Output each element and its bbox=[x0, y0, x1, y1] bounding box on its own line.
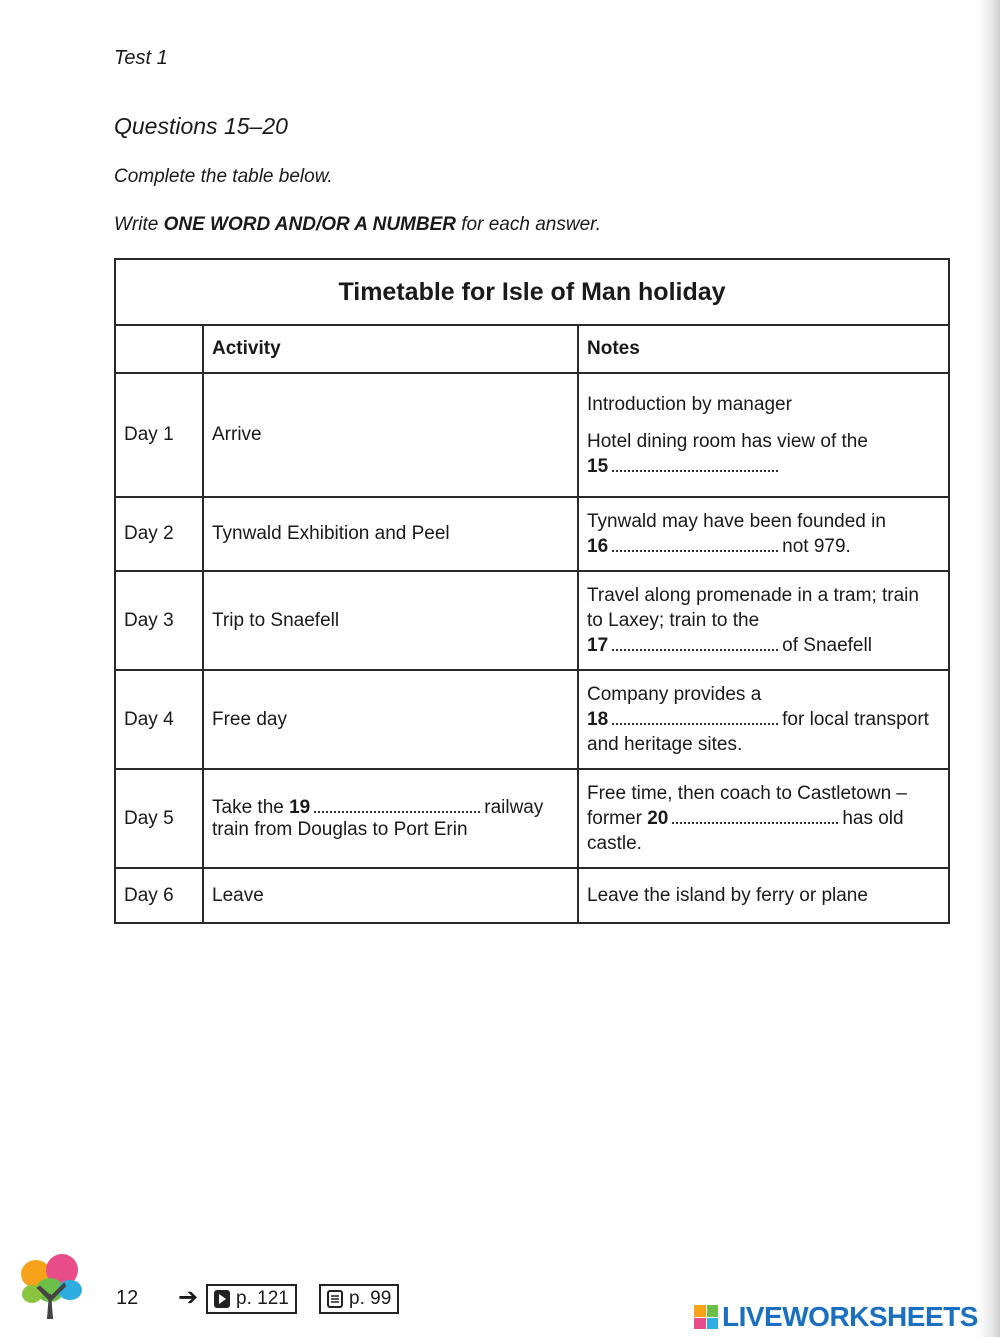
question-number: 20 bbox=[647, 808, 669, 829]
day-cell: Day 1 bbox=[115, 373, 203, 497]
test-label: Test 1 bbox=[114, 47, 168, 69]
answer-blank-20[interactable] bbox=[672, 810, 838, 824]
table-row bbox=[115, 868, 949, 923]
activity-cell: Take the 19 railway train from Douglas to Port Erin bbox=[203, 769, 578, 868]
liveworksheets-logo: LIVEWORKSHEETS bbox=[694, 1301, 978, 1333]
activity-cell: Free day bbox=[203, 670, 578, 769]
day-cell: Day 3 bbox=[115, 571, 203, 670]
instruction-complete-table: Complete the table below. bbox=[114, 166, 333, 187]
question-number: 16 bbox=[587, 536, 609, 557]
day-cell: Day 2 bbox=[115, 497, 203, 571]
day-cell: Day 6 bbox=[115, 868, 203, 923]
notes-cell: Free time, then coach to Castletown – former 20 has old castle. bbox=[578, 769, 949, 868]
answer-key-reference: p. 99 bbox=[319, 1284, 399, 1314]
arrow-right-icon: ➔ bbox=[178, 1284, 199, 1311]
notes-cell: Company provides a 18 for local transport and heritage sites. bbox=[578, 670, 949, 769]
page-number: 12 bbox=[116, 1287, 139, 1309]
scan-edge bbox=[978, 0, 1000, 1337]
notes-cell: Leave the island by ferry or plane bbox=[578, 868, 949, 923]
document-icon bbox=[327, 1290, 343, 1308]
answer-blank-16[interactable] bbox=[612, 538, 778, 552]
instruction-write: Write ONE WORD AND/OR A NUMBER for each answer. bbox=[114, 214, 602, 235]
day-cell: Day 5 bbox=[115, 769, 203, 868]
answer-blank-17[interactable] bbox=[612, 637, 778, 651]
table-row bbox=[115, 497, 949, 571]
table-row bbox=[115, 571, 949, 670]
notes-cell: Travel along promenade in a tram; train to Laxey; train to the 17 of Snaefell bbox=[578, 571, 949, 670]
question-number: 15 bbox=[587, 455, 609, 477]
day-cell: Day 4 bbox=[115, 670, 203, 769]
activity-cell: Trip to Snaefell bbox=[203, 571, 578, 670]
table-row bbox=[115, 373, 949, 497]
activity-cell: Tynwald Exhibition and Peel bbox=[203, 497, 578, 571]
table-row bbox=[115, 769, 949, 868]
brand-icon bbox=[694, 1305, 718, 1329]
audio-icon bbox=[214, 1290, 230, 1308]
table-title: Timetable for Isle of Man holiday bbox=[115, 259, 949, 325]
header-notes: Notes bbox=[578, 325, 949, 373]
header-day bbox=[115, 325, 203, 373]
activity-cell: Leave bbox=[203, 868, 578, 923]
answer-blank-18[interactable] bbox=[612, 711, 778, 725]
table-row bbox=[115, 670, 949, 769]
questions-heading: Questions 15–20 bbox=[114, 113, 288, 139]
answer-blank-19[interactable] bbox=[314, 799, 480, 813]
timetable bbox=[114, 258, 950, 924]
header-activity: Activity bbox=[203, 325, 578, 373]
activity-cell: Arrive bbox=[203, 373, 578, 497]
answer-blank-15[interactable] bbox=[612, 458, 778, 472]
tree-icon bbox=[14, 1250, 86, 1320]
question-number: 19 bbox=[289, 796, 311, 818]
notes-cell: Tynwald may have been founded in 16 not 979. bbox=[578, 497, 949, 571]
question-number: 18 bbox=[587, 709, 609, 730]
notes-cell: Introduction by manager Hotel dining room has view of the 15 bbox=[578, 373, 949, 497]
audio-reference: p. 121 bbox=[206, 1284, 297, 1314]
question-number: 17 bbox=[587, 635, 609, 656]
